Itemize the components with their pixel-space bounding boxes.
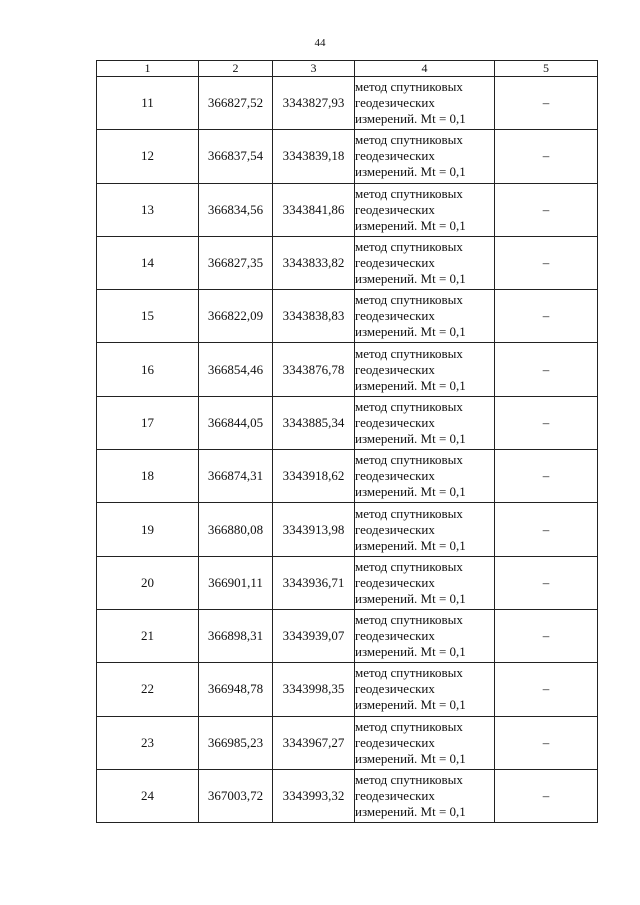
coordinate-y-cell: 3343827,93 [273,77,355,130]
table-row [97,503,598,556]
method-line: измерений. Mt = 0,1 [355,590,466,606]
coordinate-x-cell: 366844,05 [199,396,273,449]
note-cell: – [495,450,598,503]
point-number-cell: 21 [97,609,199,662]
coordinate-y-cell: 3343998,35 [273,663,355,716]
coordinate-x-cell: 366827,52 [199,77,273,130]
note-cell: – [495,503,598,556]
note-cell: – [495,130,598,183]
coordinate-x-cell: 366834,56 [199,183,273,236]
method-line: измерений. Mt = 0,1 [355,111,466,127]
point-number-cell: 14 [97,236,199,289]
coordinates-table [96,60,598,823]
header-col-5: 5 [495,61,598,77]
method-line: геодезических [355,308,435,324]
note-cell: – [495,663,598,716]
method-line: метод спутниковых [355,345,463,361]
coordinate-x-cell: 366901,11 [199,556,273,609]
method-line: геодезических [355,788,435,803]
coordinate-y-cell: 3343839,18 [273,130,355,183]
method-line: геодезических [355,414,435,430]
note-cell: – [495,343,598,396]
method-line: геодезических [355,574,435,590]
point-number-cell: 19 [97,503,199,556]
point-number-cell: 18 [97,450,199,503]
coordinate-y-cell: 3343913,98 [273,503,355,556]
note-cell: – [495,556,598,609]
method-line: геодезических [355,148,435,164]
coordinate-y-cell: 3343876,78 [273,343,355,396]
coordinate-y-cell: 3343833,82 [273,236,355,289]
coordinate-x-cell: 366827,35 [199,236,273,289]
table-row [97,769,598,822]
point-number-cell: 20 [97,556,199,609]
method-line: геодезических [355,95,435,111]
point-number-cell: 23 [97,716,199,769]
method-line: измерений. Mt = 0,1 [355,217,466,233]
table-row [97,609,598,662]
method-line: измерений. Mt = 0,1 [355,271,466,287]
method-line: геодезических [355,521,435,537]
table-row [97,396,598,449]
method-line: метод спутниковых [355,185,463,201]
method-line: геодезических [355,681,435,697]
method-line: геодезических [355,201,435,217]
method-line: измерений. Mt = 0,1 [355,804,466,819]
method-line: метод спутниковых [355,505,463,521]
coordinate-x-cell: 366822,09 [199,290,273,343]
note-cell: – [495,769,598,822]
note-cell: – [495,183,598,236]
method-line: метод спутниковых [355,292,463,308]
table-body [97,77,598,823]
note-cell: – [495,290,598,343]
method-line: измерений. Mt = 0,1 [355,324,466,340]
method-cell [355,556,495,609]
method-line: измерений. Mt = 0,1 [355,377,466,393]
method-line: метод спутниковых [355,239,463,255]
method-cell [355,716,495,769]
method-cell [355,130,495,183]
method-cell [355,343,495,396]
note-cell: – [495,77,598,130]
coordinate-x-cell: 366898,31 [199,609,273,662]
table-row [97,236,598,289]
coordinate-y-cell: 3343885,34 [273,396,355,449]
header-row [97,61,598,77]
method-cell [355,290,495,343]
method-line: измерений. Mt = 0,1 [355,164,466,180]
method-cell [355,609,495,662]
point-number-cell: 22 [97,663,199,716]
header-col-1: 1 [97,61,199,77]
point-number-cell: 12 [97,130,199,183]
coordinate-x-cell: 366880,08 [199,503,273,556]
coordinate-y-cell: 3343939,07 [273,609,355,662]
table-row [97,290,598,343]
method-cell [355,450,495,503]
table-row [97,77,598,130]
coordinate-x-cell: 366874,31 [199,450,273,503]
method-line: метод спутниковых [355,772,463,787]
method-cell [355,236,495,289]
note-cell: – [495,716,598,769]
header-col-4: 4 [355,61,495,77]
method-line: метод спутниковых [355,558,463,574]
method-line: метод спутниковых [355,132,463,148]
header-col-3: 3 [273,61,355,77]
page-number: 44 [314,37,326,49]
method-line: измерений. Mt = 0,1 [355,537,466,553]
method-line: геодезических [355,361,435,377]
method-cell [355,769,495,822]
coordinate-x-cell: 366948,78 [199,663,273,716]
point-number-cell: 24 [97,769,199,822]
method-cell [355,663,495,716]
method-line: метод спутниковых [355,718,463,734]
point-number-cell: 11 [97,77,199,130]
method-line: измерений. Mt = 0,1 [355,484,466,500]
note-cell: – [495,609,598,662]
method-line: метод спутниковых [355,79,463,95]
coordinate-y-cell: 3343993,32 [273,769,355,822]
point-number-cell: 16 [97,343,199,396]
coordinate-y-cell: 3343918,62 [273,450,355,503]
table-row [97,663,598,716]
method-cell [355,396,495,449]
coordinate-y-cell: 3343936,71 [273,556,355,609]
method-line: измерений. Mt = 0,1 [355,697,466,713]
point-number-cell: 13 [97,183,199,236]
method-line: метод спутниковых [355,665,463,681]
method-line: геодезических [355,734,435,750]
table-row [97,716,598,769]
method-line: метод спутниковых [355,612,463,628]
point-number-cell: 17 [97,396,199,449]
method-line: геодезических [355,468,435,484]
table-row [97,343,598,396]
method-line: измерений. Mt = 0,1 [355,750,466,766]
header-col-2: 2 [199,61,273,77]
method-cell [355,183,495,236]
method-cell [355,503,495,556]
note-cell: – [495,236,598,289]
table-row [97,183,598,236]
coordinate-x-cell: 366985,23 [199,716,273,769]
table-row [97,450,598,503]
table-row [97,556,598,609]
coordinate-y-cell: 3343967,27 [273,716,355,769]
coordinate-x-cell: 366854,46 [199,343,273,396]
table-header [97,61,598,77]
method-line: метод спутниковых [355,398,463,414]
coordinate-x-cell: 366837,54 [199,130,273,183]
method-cell [355,77,495,130]
method-line: геодезических [355,628,435,644]
method-line: метод спутниковых [355,452,463,468]
coordinate-y-cell: 3343838,83 [273,290,355,343]
point-number-cell: 15 [97,290,199,343]
coordinate-y-cell: 3343841,86 [273,183,355,236]
method-line: геодезических [355,255,435,271]
method-line: измерений. Mt = 0,1 [355,644,466,660]
method-line: измерений. Mt = 0,1 [355,430,466,446]
table-row [97,130,598,183]
note-cell: – [495,396,598,449]
coordinate-x-cell: 367003,72 [199,769,273,822]
